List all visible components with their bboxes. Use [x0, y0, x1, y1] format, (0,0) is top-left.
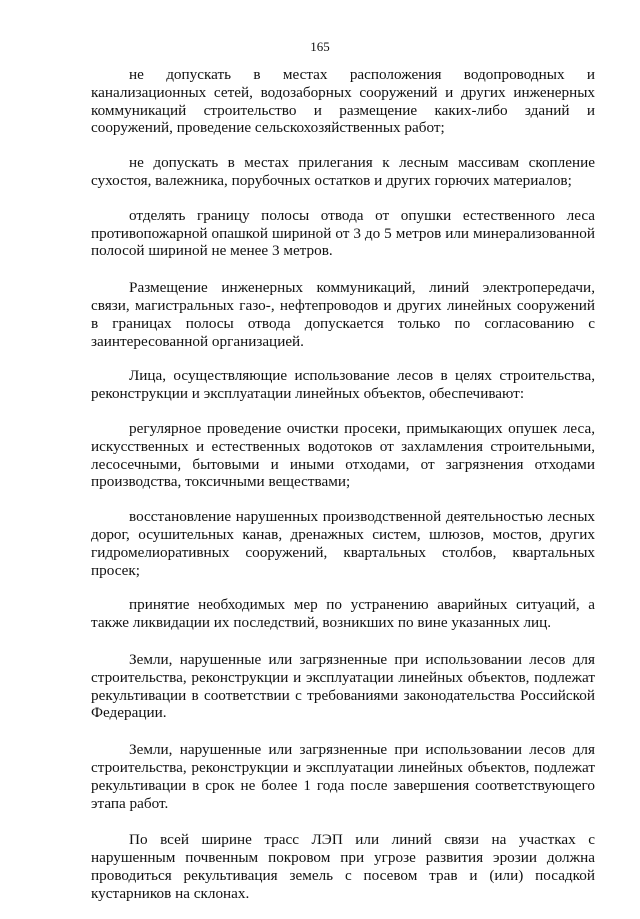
paragraph-infrastructure-restoration: восстановление нарушенных производственной деятельностью лесных дорог, осушительных канав, дренажных систем, шлюзов, мостов, других гидромелиоративных сооружений, квартальных столбов, квартальных просек;	[91, 508, 595, 579]
paragraph-utilities-placement: Размещение инженерных коммуникаций, линий электропередачи, связи, магистральных газо-, нефтепроводов и других линейных сооружений в границах полосы отвода допускается только по согласованию с заинтересованной организацией.	[91, 279, 595, 350]
page-number: 165	[310, 39, 330, 54]
document-body	[91, 66, 595, 919]
paragraph-emergency-measures: принятие необходимых мер по устранению аварийных ситуаций, а также ликвидации их последствий, возникших по вине указанных лиц.	[91, 596, 595, 632]
paragraph-land-recultivation-law: Земли, нарушенные или загрязненные при использовании лесов для строительства, реконструкции и эксплуатации линейных объектов, подлежат рекультивации в соответствии с требованиями законодательства Российской Федерации.	[91, 650, 595, 722]
paragraph-firebreak: отделять границу полосы отвода от опушки естественного леса противопожарной опашкой шириной от 3 до 5 метров или минерализованной полосой шириной не менее 3 метров.	[91, 206, 595, 260]
paragraph-forest-users-obligations: Лица, осуществляющие использование лесов в целях строительства, реконструкции и эксплуатации линейных объектов, обеспечивают:	[91, 367, 595, 403]
paragraph-erosion-recultivation: По всей ширине трасс ЛЭП или линий связи на участках с нарушенным почвенным покровом при угрозе развития эрозии должна проводиться рекультивация земель с посевом трав и (или) посадкой кустарников на склонах.	[91, 831, 595, 902]
paragraph-clearing-maintenance: регулярное проведение очистки просеки, примыкающих опушек леса, искусственных и естественных водотоков от захламления строительными, лесосечными, бытовыми и иными отходами, от загрязнения отходами производства, токсичными веществами;	[91, 419, 595, 491]
paragraph-water-supply-restrictions: не допускать в местах расположения водопроводных и канализационных сетей, водозаборных сооружений и других инженерных коммуникаций строительство и размещение каких-либо зданий и сооружений, проведение сельскохозяйственных работ;	[91, 66, 595, 137]
paragraph-land-recultivation-deadline: Земли, нарушенные или загрязненные при использовании лесов для строительства, реконструкции и эксплуатации линейных объектов, подлежат рекультивации в срок не более 1 года после завершения соответствующего этапа работ.	[91, 741, 595, 812]
paragraph-deadwood-accumulation: не допускать в местах прилегания к лесным массивам скопление сухостоя, валежника, порубочных остатков и других горючих материалов;	[91, 154, 595, 189]
